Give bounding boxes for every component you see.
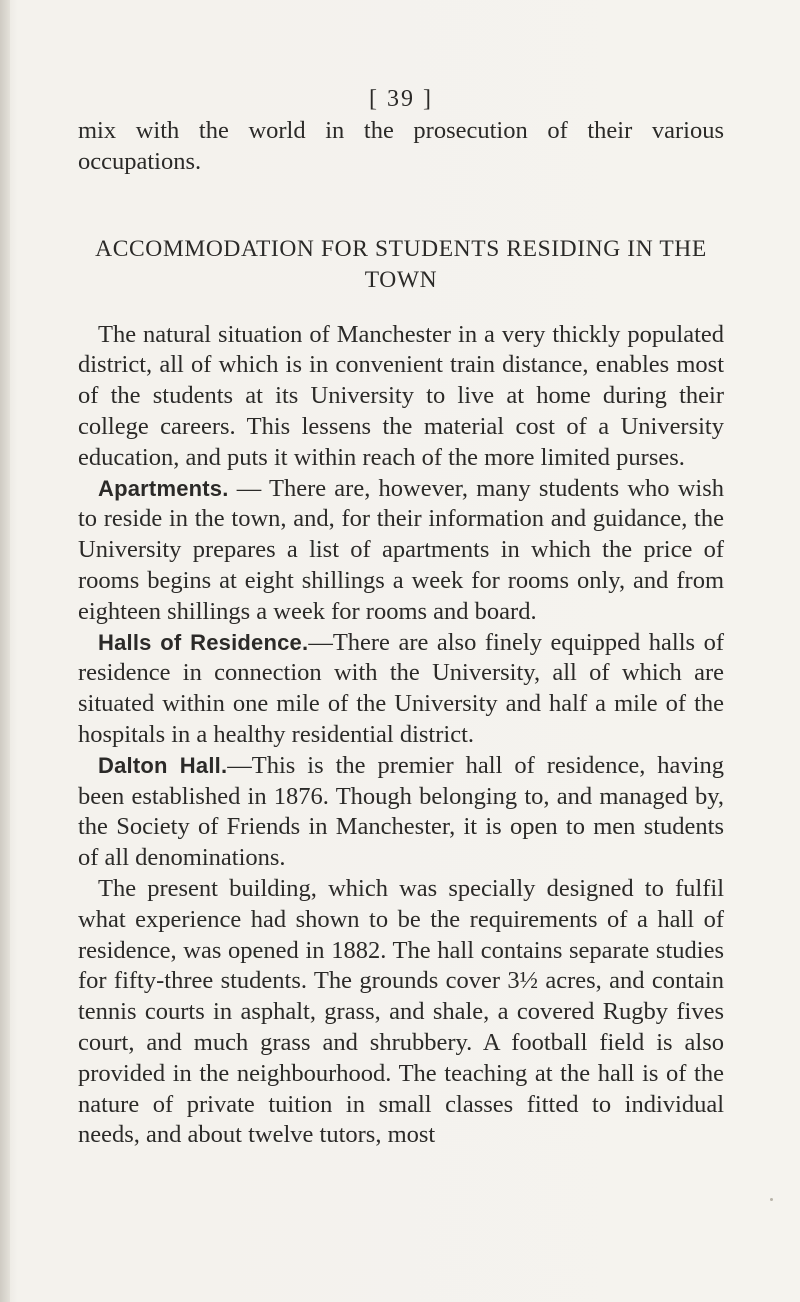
- print-speck: [770, 1198, 773, 1201]
- halls-body: —There are also finely equipped halls of residence in connection with the University, all of which are situated within one mile of the University and half a mile of the hospitals in a healthy residential district.: [78, 628, 724, 748]
- page-number: [ 39 ]: [369, 86, 433, 112]
- section-heading: ACCOMMODATION FOR STUDENTS RESIDING IN THE TOWN: [95, 235, 707, 293]
- binding-gutter: [0, 0, 10, 1302]
- continued-paragraph: mix with the world in the prosecution of their various occupations.: [78, 117, 724, 175]
- dalton-body: —This is the premier hall of residence, having been established in 1876. Though belonging to, and managed by, the Society of Friends in Manchester, it is open to men students of all denominations.: [78, 751, 724, 872]
- runin-apartments: Apartments.: [98, 475, 229, 501]
- text-block: [78, 84, 724, 1151]
- runin-dalton-hall: Dalton Hall.: [98, 752, 228, 778]
- runin-halls-of-residence: Halls of Residence.: [98, 629, 309, 655]
- apartments-body: — There are, however, many students who wish to reside in the town, and, for their information and guidance, the University prepares a list of apartments in which the price of rooms begins at eight shillings a week for rooms only, and from eighteen shillings a week for rooms and board.: [78, 474, 724, 625]
- paragraph-present-building: The present building, which was specially designed to fulfil what experience had shown to be the requirements of a hall of residence, was opened in 1882. The hall contains separate studies for fifty-three students. The grounds cover 3½ acres, and contain tennis courts in asphalt, grass, and shale, a covered Rugby fives court, and much grass and shrubbery. A football field is also provided in the neighbourhood. The teaching at the hall is of the nature of private tuition in small classes fitted to individual needs, and about twelve tutors, most: [78, 874, 724, 1149]
- paragraph-dalton-hall: [78, 751, 724, 874]
- paragraph-halls-of-residence: [78, 628, 724, 751]
- paragraph-apartments: [78, 474, 724, 628]
- paragraph-natural-situation: The natural situation of Manchester in a very thickly populated district, all of which is in convenient train distance, enables most of the students at its University to live at home during their college careers. This lessens the material cost of a University education, and puts it within reach of the more limited purses.: [78, 320, 724, 471]
